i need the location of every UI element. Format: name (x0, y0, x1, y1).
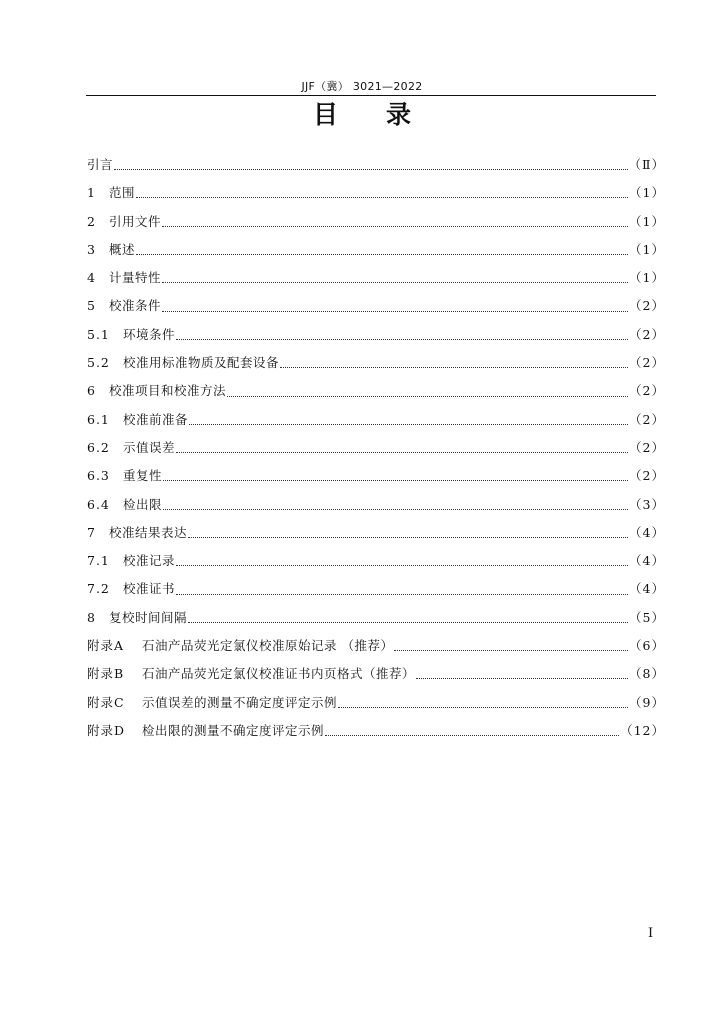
toc-entry-page: （1） (629, 185, 665, 201)
toc-entry-number: 附录B (87, 666, 125, 682)
toc-entry-appendix-b[interactable] (87, 660, 665, 688)
toc-entry-title: 引言 (87, 157, 114, 172)
toc-entry-page: （3） (629, 496, 665, 512)
toc-entry-page: （8） (629, 666, 665, 682)
dot-leader (136, 186, 628, 200)
toc-entry-title: 示值误差的测量不确定度评定示例 (142, 694, 338, 710)
toc-entry-7[interactable] (87, 519, 665, 547)
toc-entry-number: 4 (87, 270, 96, 286)
dot-leader (176, 583, 628, 597)
toc-entry-page: （2） (629, 439, 665, 455)
toc-entry-title: 概述 (109, 241, 136, 257)
dot-leader (338, 696, 628, 710)
toc-entry-6-3[interactable] (87, 462, 665, 490)
toc-entry-2[interactable] (87, 208, 665, 236)
toc-entry-page: （5） (629, 609, 665, 625)
toc-entry-title: 示值误差 (123, 439, 176, 455)
toc-entry-number: 6.4 (87, 496, 110, 512)
toc-entry-title: 复校时间间隔 (109, 609, 188, 625)
toc-entry-introduction[interactable] (87, 151, 665, 179)
toc-entry-7-2[interactable] (87, 575, 665, 603)
toc-entry-page: （Ⅱ） (628, 157, 665, 172)
toc-entry-number: 6 (87, 383, 96, 399)
toc-entry-page: （2） (629, 411, 665, 427)
toc-entry-4[interactable] (87, 264, 665, 292)
toc-entry-page: （2） (629, 468, 665, 484)
toc-entry-number: 8 (87, 609, 96, 625)
toc-entry-page: （12） (620, 722, 665, 738)
toc-entry-6-4[interactable] (87, 491, 665, 519)
dot-leader (188, 611, 628, 625)
dot-leader (163, 469, 628, 483)
dot-leader (162, 215, 628, 229)
toc-entry-number: 3 (87, 241, 96, 257)
toc-entry-5-2[interactable] (87, 349, 665, 377)
toc-entry-5-1[interactable] (87, 321, 665, 349)
dot-leader (176, 441, 628, 455)
toc-entry-page: （1） (629, 270, 665, 286)
toc-entry-appendix-d[interactable] (87, 717, 665, 745)
dot-leader (416, 667, 628, 681)
toc-entry-page: （2） (629, 326, 665, 342)
dot-leader (176, 554, 628, 568)
dot-leader (325, 724, 619, 738)
header-divider (86, 95, 656, 96)
toc-entry-page: （2） (629, 383, 665, 399)
toc-entry-number: 附录A (87, 638, 125, 654)
toc-entry-number: 5.1 (87, 326, 110, 342)
page-title: 目录 (312, 100, 459, 129)
dot-leader (189, 413, 628, 427)
dot-leader (176, 328, 628, 342)
toc-entry-title: 校准记录 (123, 553, 176, 569)
toc-entry-page: （9） (629, 694, 665, 710)
toc-entry-title: 石油产品荧光定氯仪校准原始记录 （推荐） (142, 638, 394, 654)
dot-leader (162, 271, 628, 285)
toc-entry-title: 环境条件 (123, 326, 176, 342)
toc-entry-title: 校准条件 (109, 298, 162, 314)
toc-entry-number: 2 (87, 213, 96, 229)
dot-leader (227, 385, 628, 399)
toc-entry-page: （2） (629, 298, 665, 314)
dot-leader (394, 639, 628, 653)
toc-entry-page: （4） (629, 524, 665, 540)
toc-entry-page: （1） (629, 241, 665, 257)
toc-entry-7-1[interactable] (87, 547, 665, 575)
toc-entry-number: 6.2 (87, 439, 110, 455)
toc-entry-number: 7 (87, 524, 96, 540)
toc-entry-6[interactable] (87, 377, 665, 405)
dot-leader (114, 158, 627, 172)
toc-entry-number: 6.3 (87, 468, 110, 484)
toc-entry-number: 附录C (87, 694, 125, 710)
standard-code-header: JJF（冀） 3021—2022 (301, 80, 423, 93)
toc-entry-appendix-c[interactable] (87, 689, 665, 717)
toc-entry-6-2[interactable] (87, 434, 665, 462)
toc-entry-title: 校准项目和校准方法 (109, 383, 227, 399)
toc-entry-number: 7.1 (87, 553, 110, 569)
toc-entry-title: 校准证书 (123, 581, 176, 597)
toc-entry-page: （4） (629, 581, 665, 597)
toc-entry-3[interactable] (87, 236, 665, 264)
toc-entry-title: 范围 (109, 185, 136, 201)
toc-entry-title: 校准前准备 (123, 411, 189, 427)
table-of-contents (87, 151, 665, 745)
dot-leader (162, 300, 628, 314)
toc-entry-appendix-a[interactable] (87, 632, 665, 660)
toc-entry-title: 校准用标准物质及配套设备 (123, 355, 280, 371)
toc-entry-8[interactable] (87, 604, 665, 632)
toc-entry-page: （4） (629, 553, 665, 569)
toc-entry-number: 6.1 (87, 411, 110, 427)
toc-entry-5[interactable] (87, 292, 665, 320)
toc-entry-number: 1 (87, 185, 96, 201)
toc-entry-number: 附录D (87, 722, 126, 738)
toc-entry-title: 引用文件 (109, 213, 162, 229)
toc-entry-page: （2） (629, 355, 665, 371)
toc-entry-6-1[interactable] (87, 406, 665, 434)
toc-entry-1[interactable] (87, 179, 665, 207)
toc-entry-title: 校准结果表达 (109, 524, 188, 540)
toc-entry-number: 7.2 (87, 581, 110, 597)
dot-leader (136, 243, 628, 257)
toc-entry-page: （6） (629, 638, 665, 654)
dot-leader (280, 356, 628, 370)
page-number: I (648, 926, 654, 941)
toc-entry-title: 检出限的测量不确定度评定示例 (142, 722, 325, 738)
toc-entry-number: 5 (87, 298, 96, 314)
toc-entry-title: 重复性 (123, 468, 163, 484)
toc-entry-title: 计量特性 (109, 270, 162, 286)
toc-entry-page: （1） (629, 213, 665, 229)
dot-leader (188, 526, 628, 540)
dot-leader (163, 498, 628, 512)
toc-entry-title: 检出限 (123, 496, 163, 512)
toc-entry-number: 5.2 (87, 355, 110, 371)
toc-entry-title: 石油产品荧光定氯仪校准证书内页格式（推荐） (142, 666, 416, 682)
